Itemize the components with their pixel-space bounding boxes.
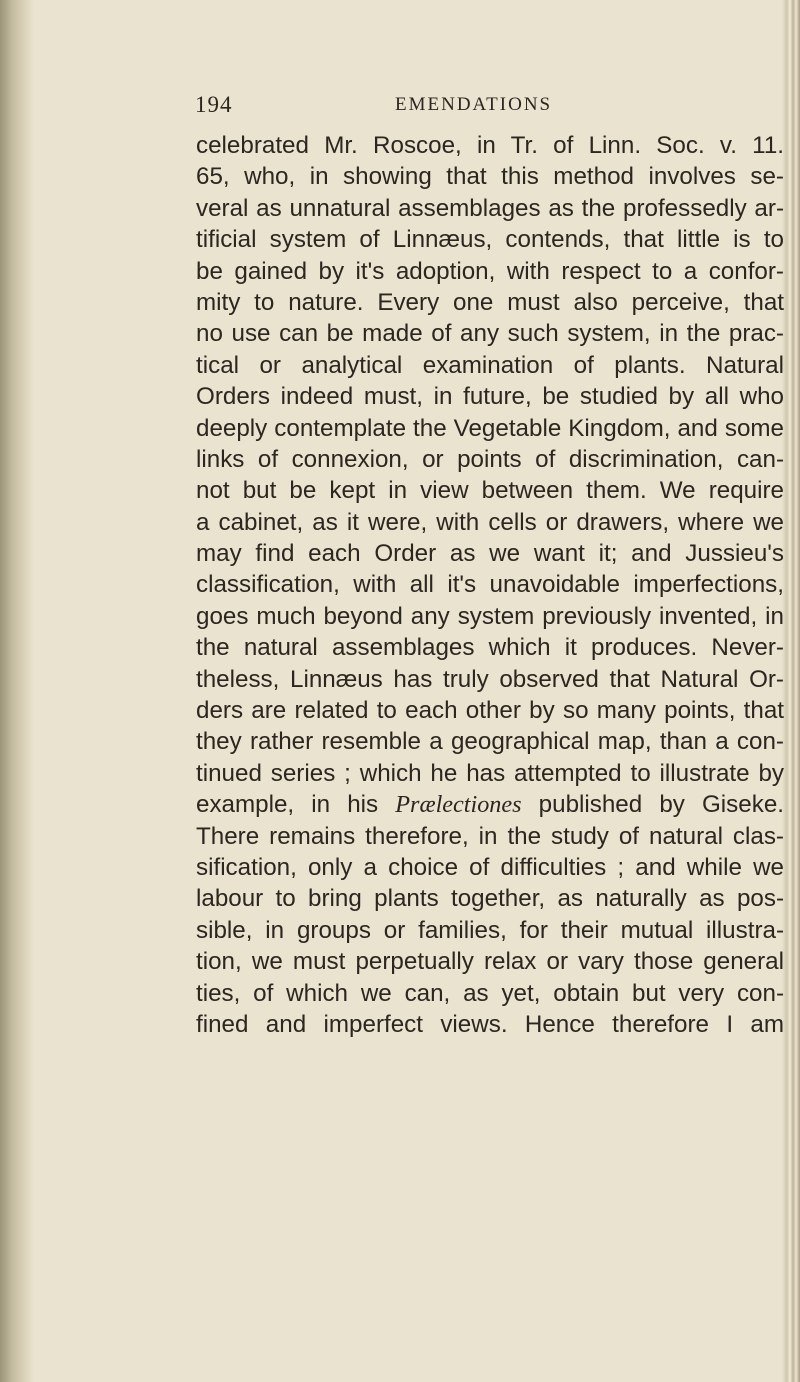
text-line: ties, of which we can, as yet, obtain but very con- — [196, 979, 784, 1007]
text-line: labour to bring plants together, as naturally as pos- — [196, 885, 784, 913]
text-line: not but be kept in view between them. We require — [196, 477, 784, 505]
text-line: tical or analytical examination of plants. Natural — [196, 351, 784, 379]
text-line: sification, only a choice of difficulties ; and while we — [196, 853, 784, 881]
text-line: may find each Order as we want it; and Jussieu's — [196, 540, 784, 568]
text-line — [196, 789, 784, 820]
text-line: 65, who, in showing that this method involves se- — [196, 163, 784, 191]
page-edges — [782, 0, 800, 1382]
text-line: tinued series ; which he has attempted to illustrate by — [196, 759, 784, 787]
text-line: classification, with all it's unavoidable imperfections, — [196, 571, 784, 599]
text-line: they rather resemble a geographical map, than a con- — [196, 728, 784, 756]
text-line: Orders indeed must, in future, be studied by all who — [196, 383, 784, 411]
text-line: sible, in groups or families, for their mutual illustra- — [196, 916, 784, 944]
page-number: 194 — [195, 92, 233, 117]
text-line: goes much beyond any system previously invented, in — [196, 602, 784, 630]
text-line: tificial system of Linnæus, contends, that little is to — [196, 226, 784, 254]
page-header — [195, 92, 755, 132]
body-text — [196, 130, 784, 1040]
text-line: theless, Linnæus has truly observed that Natural Or- — [196, 665, 784, 693]
text-line: mity to nature. Every one must also perceive, that — [196, 288, 784, 316]
page-gutter — [0, 0, 34, 1382]
text-line: no use can be made of any such system, in the prac- — [196, 320, 784, 348]
text-segment: example, in his — [196, 791, 396, 819]
text-line: deeply contemplate the Vegetable Kingdom, and some — [196, 414, 784, 442]
running-title: EMENDATIONS — [395, 94, 553, 115]
text-segment: published by Giseke. — [521, 791, 784, 819]
text-line: fined and imperfect views. Hence therefore I am — [196, 1010, 784, 1038]
text-line: veral as unnatural assemblages as the professedly ar- — [196, 194, 784, 222]
text-line: celebrated Mr. Roscoe, in Tr. of Linn. Soc. v. 11. — [196, 132, 784, 159]
text-line: be gained by it's adoption, with respect to a confor- — [196, 257, 784, 285]
text-line: the natural assemblages which it produces. Never- — [196, 634, 784, 662]
text-line: tion, we must perpetually relax or vary those general — [196, 948, 784, 976]
text-line: a cabinet, as it were, with cells or drawers, where we — [196, 508, 784, 536]
text-line: There remains therefore, in the study of natural clas- — [196, 822, 784, 850]
italic-title: Prælectiones — [395, 791, 522, 819]
text-line: links of connexion, or points of discrimination, can- — [196, 445, 784, 473]
text-line: ders are related to each other by so many points, that — [196, 697, 784, 725]
